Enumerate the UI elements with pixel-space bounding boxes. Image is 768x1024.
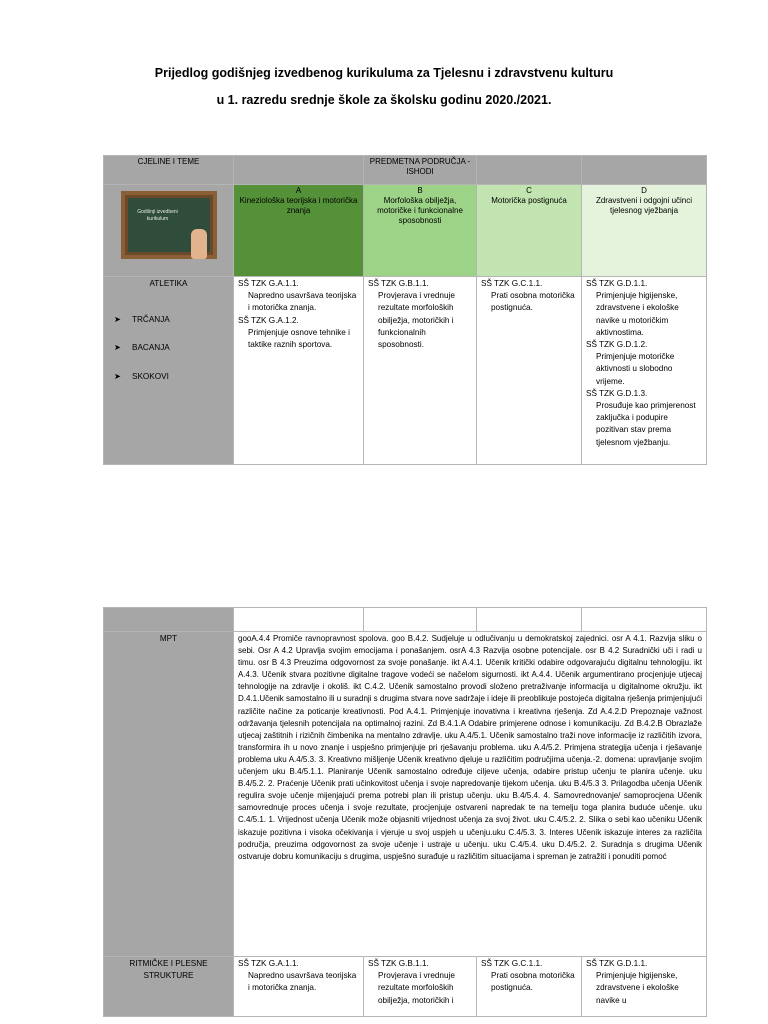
subtheme-item: ➤ BACANJA [114, 342, 229, 354]
curriculum-image-cell [104, 185, 234, 277]
arrow-bullet-icon: ➤ [114, 315, 121, 325]
outcomes-c-cell: SŠ TZK G.C.1.1. Prati osobna motorička postignuća. [477, 277, 582, 465]
domain-d-header: D Zdravstveni i odgojni učinci tjelesnog vježbanja [582, 185, 707, 277]
theme-title: ATLETIKA [149, 279, 188, 288]
subtheme-item: ➤ SKOKOVI [114, 371, 229, 383]
thumbs-up-icon [191, 229, 207, 259]
document-title-line1: Prijedlog godišnjeg izvedbenog kurikuluma za Tjelesnu i zdravstvenu kulturu [154, 66, 614, 80]
empty-cell [477, 608, 582, 632]
arrow-bullet-icon: ➤ [114, 343, 121, 353]
header-predmetna-podrucja: PREDMETNA PODRUČJA - ISHODI [364, 156, 477, 185]
chalkboard-thumbs-up-image [121, 191, 217, 259]
mpt-text-cell: gooA.4.4 Promiče ravnopravnost spolova. goo B.4.2. Sudjeluje u odlučivanju u demokratskoj zajednici. osr A 4.1. Razvija sliku o sebi. Osr A 4.2 Upravlja svojim emocijama i ponašanjem. osrA 4.3 Razvija osobne potencijale. osr B 4.2 Suradnički uči i radi u timu. osr B 4.3 Preuzima odgovornost za svoje ponašanje. ikt A.4.1. Učenik kritički odabire odgovarajuću digitalnu tehnologiju. ikt A.4.3. Učenik stvara pozitivne digitalne tragove vodeći se načelom sigurnosti. ikt A.4.4. Učenik argumentirano procjenjuje utjecaj tehnologije na zdravlje i okoliš. ikt C.4.2. Učenik samostalno provodi složeno pretraživanje informacija u digitalnome okružju. ikt D.4.1.Učenik samostalno ili u suradnji s drugima stvara nove sadržaje i ideje ili preoblikuje postojeća digitalna rješenja primjenjujući različite načine za poticanje kreativnosti. Pod A.4.1. Primjenjuje inovativna i kreativna rješenja. Zd A.4.2.D Prepoznaje važnost održavanja tjelesnih potencijala na optimalnoj razini. Zd B.4.1.A Odabire primjerene odnose i komunikaciju. Zd B.4.2.B Obrazlaže utjecaj zaštitnih i rizičnih čimbenika na mentalno zdravlje. uku A.4/5.1. Učenik samostalno traži nove informacije iz različitih izvora, transformira ih u novo znanje i uspješno primjenjuje pri rješavanju problema. uku A.4/5.2. Primjena strategija učenja i rješavanje problema uku A.4/5.3. 3. Kreativno mišljenje Učenik kreativno djeluje u različitim područjima učenja.-2. domena: upravljanje svojim učenjem uku B.4/5.1.1. Planiranje Učenik samostalno određuje ciljeve učenja, odabire pristup učenju te planira učenje. uku B.4/5.2. 2. Praćenje Učenik prati učinkovitost učenja i svoje napredovanje tijekom učenja. uku B.4/5.3 3. Prilagodba učenja Učenik regulira svoje učenje mijenjajući prema potrebi plan ili pristup učenju. uku B.4/5.4. 4. Samovrednovanje/ samoprocjena Učenik samovrednuje proces učenja i svoje rezultate, procjenjuje ostvareni napredak te na temelju toga planira buduće učenje. uku C.4/5.1. 1. Vrijednost učenja Učenik može objasniti vrijednost učenja za svoj život. uku C.4/5.2. 2. Slika o sebi kao učeniku Učenik iskazuje pozitivna i visoka očekivanja i vjeruje u svoj uspjeh u učenju.uku C.4/5.3. 3. Interes Učenik iskazuje interes za različita područja, preuzima odgovornost za svoje učenje i ustraje u učenju. uku C.4/5.4. uku D.4/5.2. 2. Suradnja s drugima Učenik ostvaruje dobru komunikaciju s drugima, uspješno surađuje u različitim situacijama i spreman je zatražiti i ponuditi pomoć [234, 632, 707, 957]
outcomes-d-cell: SŠ TZK G.D.1.1. Primjenjuje higijenske, zdravstvene i ekološke navike u motoričkim aktivnostima. SŠ TZK G.D.1.2. Primjenjuje motoričke aktivnosti u slobodno vrijeme. SŠ TZK G.D.1.3. Prosuđuje kao primjerenost zaključka i podupire pozitivan stav prema tjelesnom vježbanju. [582, 277, 707, 465]
arrow-bullet-icon: ➤ [114, 371, 121, 381]
empty-cell [582, 608, 707, 632]
outcomes-b-cell-2: SŠ TZK G.B.1.1. Provjerava i vrednuje rezultate morfoloških obilježja, motoričkih i [364, 957, 477, 1017]
theme-ritmicke-cell: RITMIČKE I PLESNE STRUKTURE [104, 957, 234, 1017]
document-title-line2: u 1. razredu srednje škole za školsku godinu 2020./2021. [216, 93, 552, 107]
empty-cell [364, 608, 477, 632]
domain-c-header: C Motorička postignuća [477, 185, 582, 277]
empty-cell [234, 608, 364, 632]
theme-atletika-cell [104, 277, 234, 465]
domain-a-header: A Kineziološka teorijska i motorička znanja [234, 185, 364, 277]
outcomes-a-cell-2: SŠ TZK G.A.1.1. Napredno usavršava teorijska i motorička znanja. [234, 957, 364, 1017]
outcomes-b-cell: SŠ TZK G.B.1.1. Provjerava i vrednuje rezultate morfoloških obilježja, motoričkih i funkcionalnih sposobnosti. [364, 277, 477, 465]
header-empty-cell [234, 156, 364, 185]
outcomes-c-cell-2: SŠ TZK G.C.1.1. Prati osobna motorička postignuća. [477, 957, 582, 1017]
mpt-label-cell: MPT [104, 632, 234, 957]
outcomes-a-cell: SŠ TZK G.A.1.1. Napredno usavršava teorijska i motorička znanja. SŠ TZK G.A.1.2. Primjenjuje osnove tehnike i taktike raznih sportova. [234, 277, 364, 465]
empty-grey-cell [104, 608, 234, 632]
image-caption: Godišnji izvedbeni kurikulum [137, 209, 178, 222]
subtheme-item: ➤ TRČANJA [114, 314, 229, 326]
header-cjeline-i-teme: CJELINE I TEME [104, 156, 234, 185]
header-empty-cell [582, 156, 707, 185]
header-empty-cell [477, 156, 582, 185]
outcomes-d-cell-2: SŠ TZK G.D.1.1. Primjenjuje higijenske, zdravstvene i ekološke navike u [582, 957, 707, 1017]
curriculum-table-1 [103, 155, 707, 465]
curriculum-table-2 [103, 607, 707, 1017]
subtheme-list [114, 314, 229, 383]
domain-b-header: B Morfološka obilježja, motoričke i funkcionalne sposobnosti [364, 185, 477, 277]
